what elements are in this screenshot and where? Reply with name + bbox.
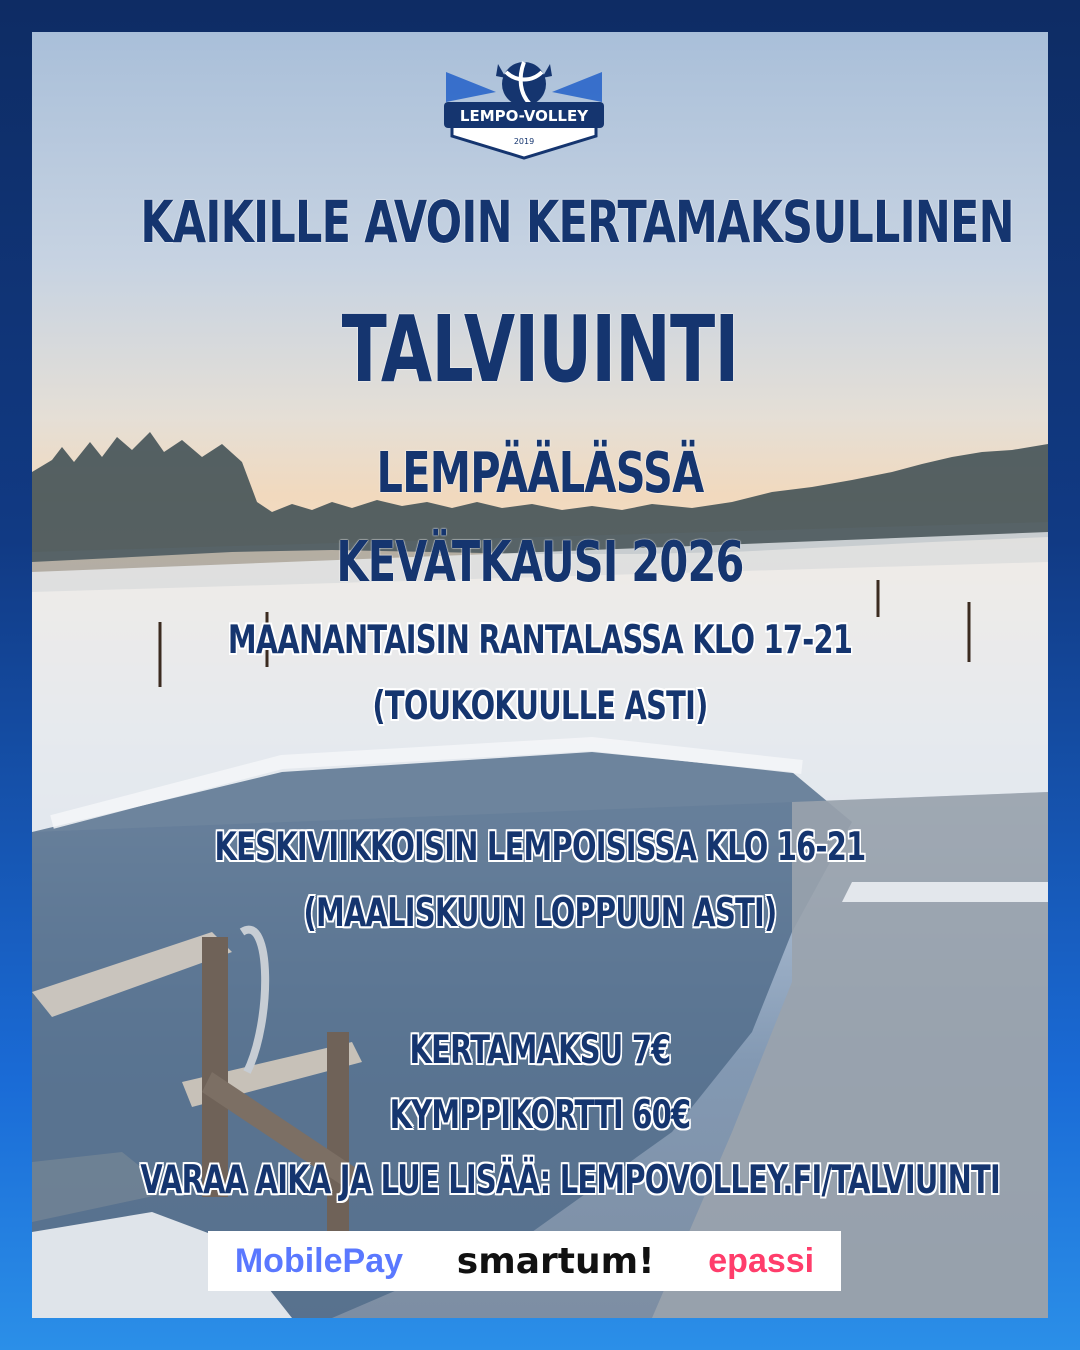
lempo-volley-logo [436, 58, 612, 160]
price-ten-card: KYMPPIKORTTI 60€ [389, 1093, 691, 1138]
price-single: KERTAMAKSU 7€ [409, 1028, 671, 1073]
smartum-logo: smartum! [456, 1240, 655, 1282]
mobilepay-logo: MobilePay [234, 1241, 404, 1280]
epassi-logo: epassi [708, 1241, 815, 1280]
heading-season: KEVÄTKAUSI 2026 [336, 530, 744, 595]
payment-methods-bar [208, 1231, 841, 1291]
booking-info: VARAA AIKA JA LUE LISÄÄ: LEMPOVOLLEY.FI/TALVIUINTI [140, 1158, 1000, 1203]
heading-place: LEMPÄÄLÄSSÄ [376, 441, 704, 506]
logo-year: 2019 [513, 137, 535, 146]
schedule-monday: MAANANTAISIN RANTALASSA KLO 17-21 [227, 618, 853, 663]
schedule-monday-note: (TOUKOKUULLE ASTI) [372, 684, 708, 729]
logo-name: LEMPO-VOLLEY [459, 107, 589, 125]
schedule-wednesday: KESKIVIIKKOISIN LEMPOISISSA KLO 16-21 [214, 825, 866, 870]
heading-line1: KAIKILLE AVOIN KERTAMAKSULLINEN [140, 188, 1014, 256]
schedule-wednesday-note: (MAALISKUUN LOPPUUN ASTI) [303, 891, 777, 936]
heading-title: TALVIUINTI [341, 296, 739, 403]
